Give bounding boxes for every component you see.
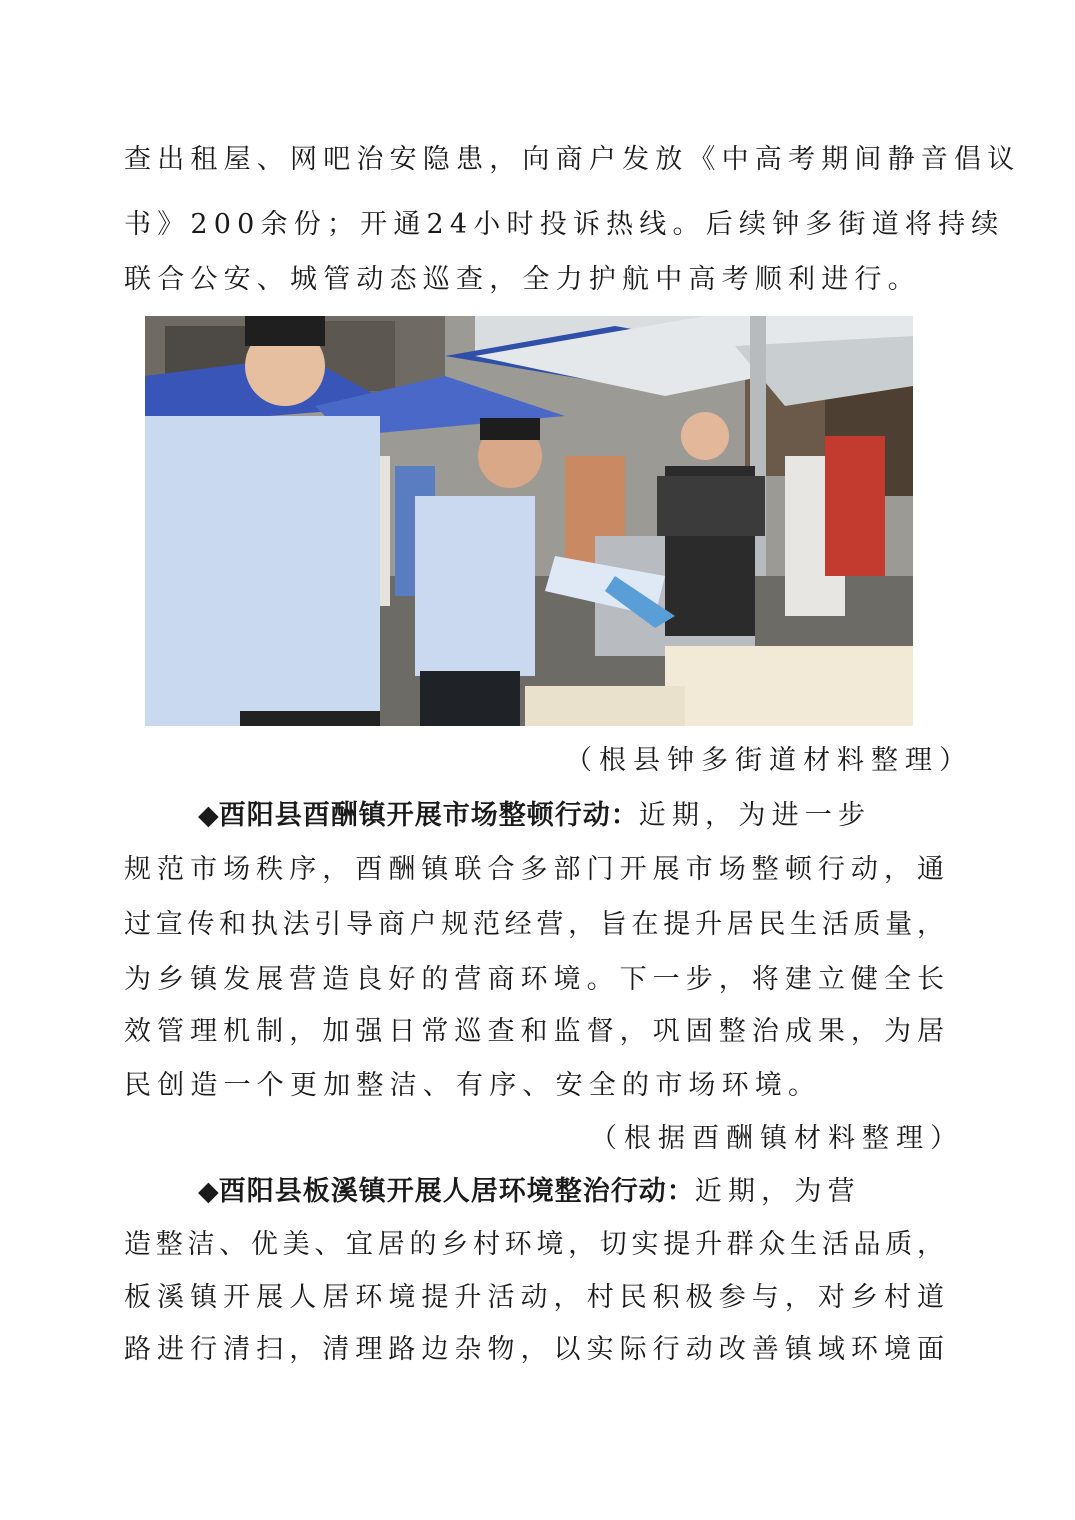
paragraph1-line-3: 联合公安、城管动态巡查，全力护航中高考顺利进行。	[124, 264, 921, 295]
diamond-bullet-icon: ◆	[198, 1176, 219, 1207]
section2-heading: 酉阳县酉酬镇开展市场整顿行动：	[218, 800, 639, 831]
section3-first-line	[198, 1172, 944, 1212]
section2-line-1: 近期，为进一步	[638, 800, 872, 831]
section2-first-line	[198, 796, 944, 836]
section3-heading: 酉阳县板溪镇开展人居环境整治行动：	[218, 1176, 695, 1207]
section2-line-5: 效管理机制，加强日常巡查和监督，巩固整治成果，为居	[124, 1016, 944, 1047]
market-inspection-photo	[145, 316, 913, 726]
section2-line-6: 民创造一个更加整洁、有序、安全的市场环境。	[124, 1070, 822, 1101]
caption-1: （根县钟多街道材料整理）	[565, 745, 973, 776]
diamond-bullet-icon: ◆	[198, 800, 219, 831]
section3-line-1: 近期，为营	[694, 1176, 861, 1207]
paragraph1-line-1: 查出租屋、网吧治安隐患，向商户发放《中高考期间静音倡议	[124, 144, 1021, 175]
section2-line-3: 过宣传和执法引导商户规范经营，旨在提升居民生活质量，	[124, 909, 944, 940]
section3-line-2: 造整洁、优美、宜居的乡村环境，切实提升群众生活品质，	[124, 1229, 944, 1260]
section2-line-2: 规范市场秩序，酉酬镇联合多部门开展市场整顿行动，通	[124, 854, 944, 885]
caption-2: （根据酉酬镇材料整理）	[590, 1123, 964, 1154]
section3-line-3: 板溪镇开展人居环境提升活动，村民积极参与，对乡村道	[124, 1282, 944, 1313]
market-inspection-photo-icon	[145, 316, 913, 726]
paragraph1-line-2: 书》200余份；开通24小时投诉热线。后续钟多街道将持续	[124, 209, 1005, 240]
section2-line-4: 为乡镇发展营造良好的营商环境。下一步，将建立健全长	[124, 964, 944, 995]
section3-line-4: 路进行清扫，清理路边杂物，以实际行动改善镇域环境面	[124, 1334, 944, 1365]
